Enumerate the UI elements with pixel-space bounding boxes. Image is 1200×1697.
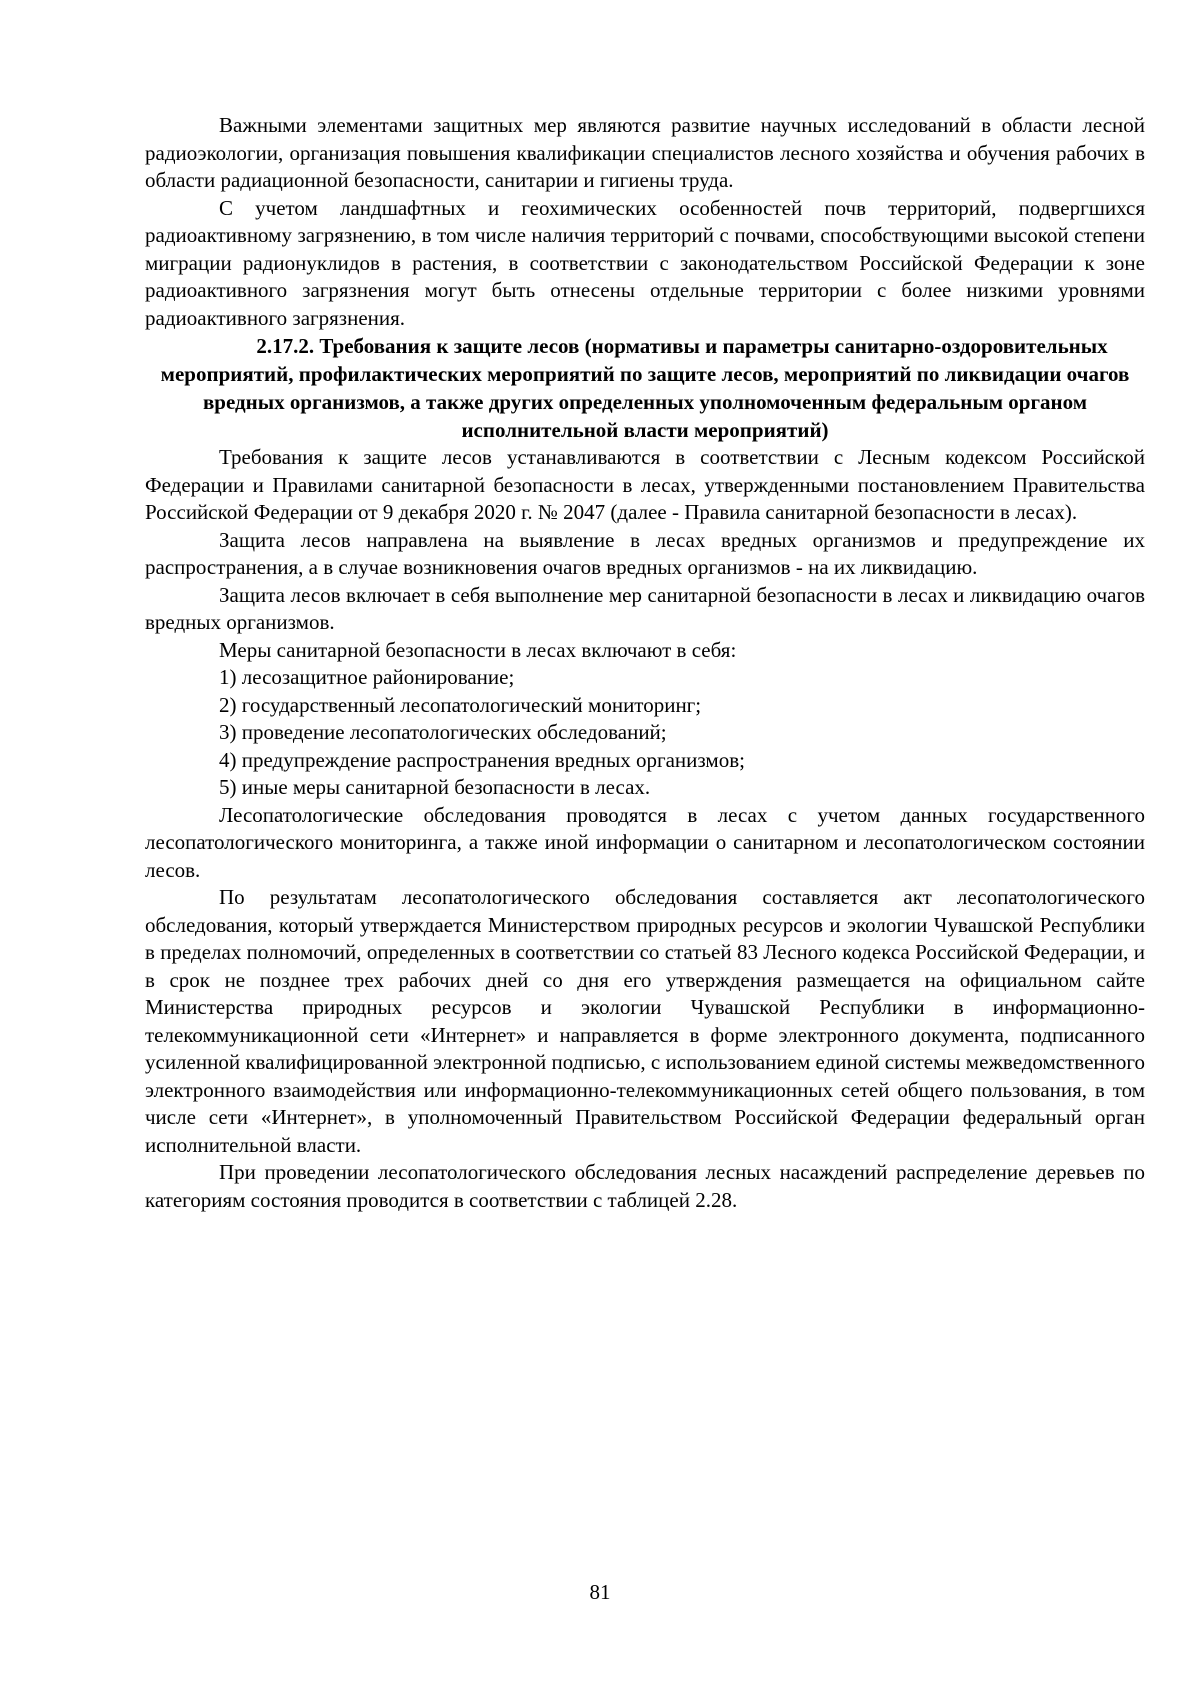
paragraph-tree-categories: При проведении лесопатологического обследования лесных насаждений распределение деревьев по категориям состояния проводится в соответствии с таблицей 2.28. [145,1160,1145,1212]
list-item: 3) проведение лесопатологических обследований; [219,720,667,744]
paragraph-protective-measures: Важными элементами защитных мер являются развитие научных исследований в области лесной радиоэкологии, организация повышения квалификации специалистов лесного хозяйства и обучения рабочих в области радиационной безопасности, санитарии и гигиены труда. [145,113,1145,192]
paragraph-radioactive-zone: С учетом ландшафтных и геохимических особенностей почв территорий, подвергшихся радиоактивному загрязнению, в том числе наличия территорий с почвами, способствующими высокой степени миграции радионуклидов в растения, в соответствии с законодательством Российской Федерации к зоне радиоактивного загрязнения могут быть отнесены отдельные территории с более низкими уровнями радиоактивного загрязнения. [145,195,1145,330]
document-page [145,112,1145,1214]
paragraph-requirements: Требования к защите лесов устанавливаются в соответствии с Лесным кодексом Российской Федерации и Правилами санитарной безопасности в лесах, утвержденными постановлением Правительства Российской Федерации от 9 декабря 2020 г. № 2047 (далее - Правила санитарной безопасности в лесах). [145,445,1145,524]
list-item: 2) государственный лесопатологический мониторинг; [219,692,702,717]
list-item: 5) иные меры санитарной безопасности в лесах. [219,775,651,799]
paragraph-protection-aim: Защита лесов направлена на выявление в лесах вредных организмов и предупреждение их распространения, а в случае возникновения очагов вредных организмов - на их ликвидацию. [145,527,1145,579]
list-item: 4) предупреждение распространения вредных организмов; [219,747,745,772]
list-item: 1) лесозащитное районирование; [219,665,515,689]
page-number: 81 [589,1580,611,1604]
paragraph-protection-includes: Защита лесов включает в себя выполнение мер санитарной безопасности в лесах и ликвидацию очагов вредных организмов. [145,582,1145,634]
section-heading: 2.17.2. Требования к защите лесов (нормативы и параметры санитарно-оздоровительных мероприятий, профилактических мероприятий по защите лесов, мероприятий по ликвидации очагов вредных организмов, а также других определенных уполномоченным федеральным органом исполнительной власти мероприятий) [160,334,1130,442]
paragraph-measures-intro: Меры санитарной безопасности в лесах включают в себя: [219,637,737,662]
paragraph-surveys: Лесопатологические обследования проводятся в лесах с учетом данных государственного лесопатологического мониторинга, а также иной информации о санитарном и лесопатологическом состоянии лесов. [145,802,1145,882]
paragraph-survey-act: По результатам лесопатологического обследования составляется акт лесопатологического обследования, который утверждается Министерством природных ресурсов и экологии Чувашской Республики в пределах полномочий, определенных в соответствии со статьей 83 Лесного кодекса Российской Федерации, и в срок не позднее трех рабочих дней со дня его утверждения размещается на официальном сайте Министерства природных ресурсов и экологии Чувашской Республики в информационно-телекоммуникационной сети «Интернет» и направляется в форме электронного документа, подписанного усиленной квалифицированной электронной подписью, с использованием единой системы межведомственного электронного взаимодействия или информационно-телекоммуникационных сетей общего пользования, в том числе сети «Интернет», в уполномоченный Правительством Российской Федерации федеральный орган исполнительной власти. [145,885,1145,1157]
